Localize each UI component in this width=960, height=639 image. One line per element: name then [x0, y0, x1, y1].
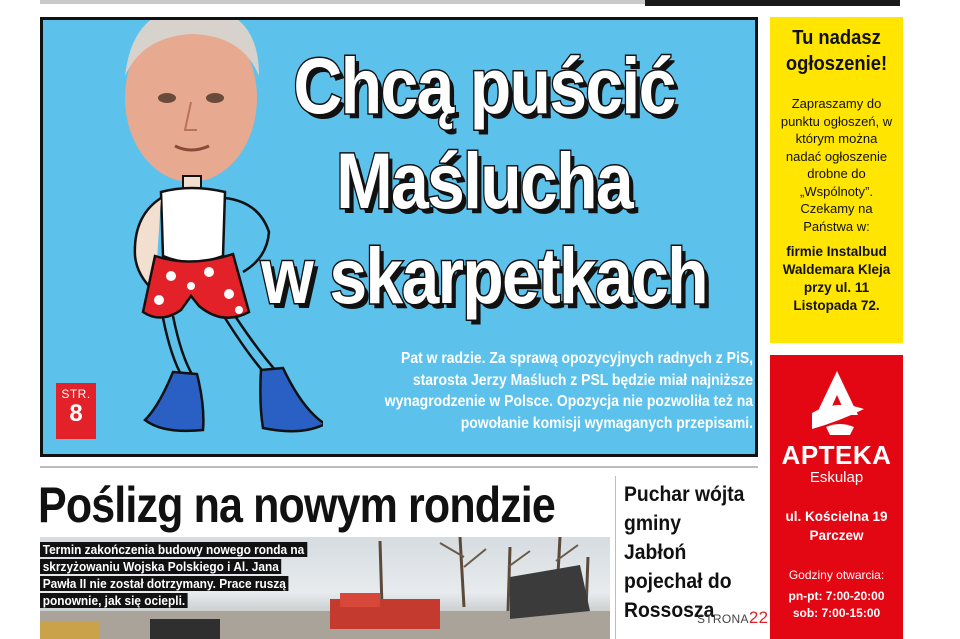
story2-lead-highlight: Termin zakończenia budowy nowego ronda na skrzyżowaniu Wojska Polskiego i Al. Jana Pawła II nie został dotrzymany. Prace ruszą ponownie, jak się ociepli.: [40, 542, 307, 608]
pharmacy-brand: APTEKA: [781, 440, 892, 470]
address-line: ul. Kościelna 19: [785, 509, 888, 524]
pharmacy-brand-sub: Eskulap: [809, 469, 864, 486]
story3-page-label: STRONA: [697, 612, 749, 626]
column-divider: [615, 476, 616, 639]
headline-line: Maślucha: [336, 136, 632, 225]
story3-headline[interactable]: Puchar wójta gminy Jabłoń pojechał do Rossosza: [624, 482, 745, 622]
story3-page-ref[interactable]: [697, 608, 768, 628]
classified-ad-box[interactable]: [770, 17, 903, 343]
headline-line: Chcą puścić: [293, 41, 675, 130]
ad-title: Tu nadasz ogłoszenie!: [785, 27, 888, 75]
page-reference-badge[interactable]: [56, 383, 96, 439]
story3-page-number: 22: [748, 608, 769, 627]
hours-saturday: sob: 7:00-15:00: [792, 606, 881, 620]
ad-body: Zapraszamy do punktu ogłoszeń, w którym można nadać ogłoszenie drobne do „Wspólnoty”. Czekamy na Państwa w:: [780, 96, 893, 234]
story2-headline[interactable]: Poślizg na nowym rondzie: [38, 477, 555, 533]
ad-place: firmie Instalbud Waldemara Kleja przy ul. 11 Listopada 72.: [782, 244, 891, 313]
top-teaser-bar: [645, 0, 900, 6]
lead-headline[interactable]: [256, 38, 712, 323]
hours-label: Godziny otwarcia:: [788, 568, 885, 582]
pharmacy-ad[interactable]: [770, 355, 903, 639]
opening-hours: [770, 588, 903, 622]
story2-lead-text: [40, 541, 310, 609]
address-line: Parczew: [809, 528, 864, 543]
page-ref-number: 8: [69, 400, 83, 427]
pharmacy-logo-icon: [806, 369, 868, 437]
page-ref-label: STR.: [61, 387, 91, 401]
lead-story-text: Pat w radzie. Za sprawą opozycyjnych radnych z PiS, starosta Jerzy Maśluch z PSL będzie miał najniższe wynagrodzenie w Polsce. Opozycja nie pozwoliła też na powołanie komisji wymaganych przepisami.: [384, 350, 753, 432]
pharmacy-address: [770, 507, 903, 545]
section-divider: [40, 466, 758, 468]
hours-weekdays: pn-pt: 7:00-20:00: [788, 589, 885, 603]
lead-story[interactable]: [40, 17, 758, 457]
headline-line: w skarpetkach: [261, 231, 707, 320]
